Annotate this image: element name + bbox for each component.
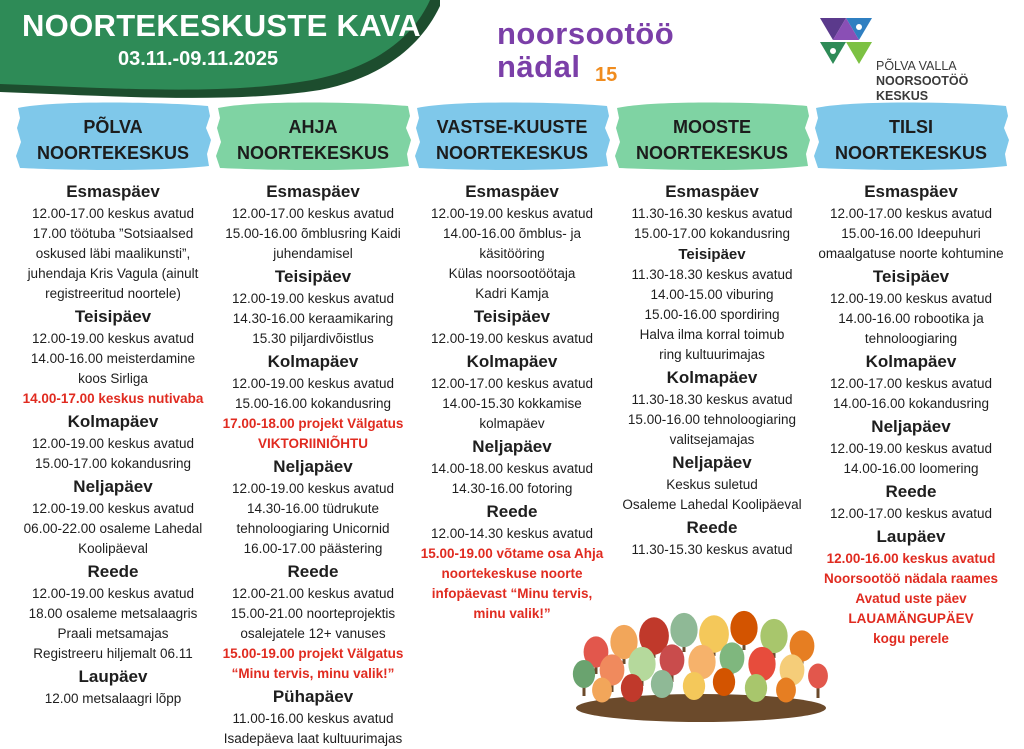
date-range: 03.11.-09.11.2025	[118, 48, 279, 70]
schedule-line: Külas noorsootöötaja	[448, 266, 576, 281]
schedule-line: tehnoloogiaring	[864, 331, 958, 346]
schedule-line: juhendaja Kris Vagula (ainult	[27, 266, 199, 281]
schedule-line: 11.30-18.30 keskus avatud	[631, 392, 793, 407]
schedule-line: 15.00-17.00 kokandusring	[34, 456, 192, 471]
schedule-line: 12.00-19.00 keskus avatud	[231, 376, 395, 391]
day-heading: Neljapäev	[273, 457, 353, 476]
schedule-line: 12.00-19.00 keskus avatud	[430, 331, 594, 346]
schedule-line: Praali metsamajas	[57, 626, 169, 641]
center-name-line2: NOORTEKESKUS	[36, 143, 189, 163]
center-name	[214, 114, 412, 166]
tree-crown	[592, 678, 612, 703]
center-name	[14, 114, 212, 166]
center-name-line2: NOORTEKESKUS	[834, 143, 987, 163]
day-heading: Teisipäev	[678, 246, 746, 263]
schedule-line: 16.00-17.00 päästering	[243, 541, 383, 556]
day-heading: Reede	[885, 482, 937, 501]
day-heading: Esmaspäev	[665, 182, 759, 201]
center-name	[812, 114, 1010, 166]
center-name-line1: PÕLVA	[83, 117, 143, 137]
schedule-line: 14.00-16.00 meisterdamine	[30, 351, 196, 366]
schedule-line: Halva ilma korral toimub	[639, 327, 785, 342]
day-heading: Teisipäev	[872, 267, 950, 286]
column-vastse-kuuste	[413, 98, 611, 624]
brand-line2: nädal	[497, 49, 581, 84]
day-heading: Reede	[486, 502, 538, 521]
schedule-line: oskused läbi maalikunsti”,	[35, 246, 191, 261]
column-header	[613, 98, 811, 172]
schedule-line: 12.00-19.00 keskus avatud	[31, 436, 195, 451]
center-name-line2: NOORTEKESKUS	[236, 143, 389, 163]
schedule-line: 11.00-16.00 keskus avatud	[232, 711, 394, 726]
schedule-line: 15.00-21.00 noorteprojektis	[230, 606, 396, 621]
schedule-line: 12.00 metsalaagri lõpp	[44, 691, 182, 706]
tree-crown	[573, 660, 595, 688]
schedule-line: 12.00-19.00 keskus avatud	[231, 481, 395, 496]
schedule-line: 12.00-19.00 keskus avatud	[231, 291, 395, 306]
highlighted-event: “Minu tervis, minu valik!”	[231, 666, 395, 681]
day-heading: Kolmapäev	[666, 368, 758, 387]
schedule-list	[14, 180, 212, 709]
day-heading: Laupäev	[876, 527, 946, 546]
schedule-list	[413, 180, 611, 624]
schedule-line: 11.30-16.30 keskus avatud	[631, 206, 793, 221]
highlighted-event: noortekeskuse noorte	[441, 566, 583, 581]
day-heading: Kolmapäev	[67, 412, 159, 431]
highlighted-event: kogu perele	[873, 631, 949, 646]
schedule-list	[214, 180, 412, 749]
schedule-line: 12.00-14.30 keskus avatud	[430, 526, 594, 541]
tree-crown	[683, 672, 705, 700]
day-heading: Pühapäev	[272, 687, 354, 706]
schedule-line: 15.30 piljardivõistlus	[252, 331, 374, 346]
title-banner	[0, 0, 440, 100]
org-name-line2: NOORSOOTÖÖ	[876, 74, 969, 88]
schedule-line: 12.00-19.00 keskus avatud	[430, 206, 594, 221]
column-ahja	[214, 98, 412, 749]
schedule-list	[613, 180, 811, 560]
day-heading: Neljapäev	[672, 453, 752, 472]
schedule-line: valitsejamajas	[669, 432, 755, 447]
brand-number: 15	[595, 64, 618, 86]
schedule-line: Osaleme Lahedal Koolipäeval	[622, 497, 802, 512]
schedule-line: kolmapäev	[479, 416, 545, 431]
center-name	[613, 114, 811, 166]
schedule-line: registreeritud noortele)	[45, 286, 181, 301]
center-name-line1: MOOSTE	[672, 117, 751, 137]
center-name-line1: TILSI	[889, 117, 933, 137]
day-heading: Neljapäev	[871, 417, 951, 436]
schedule-line: 12.00-17.00 keskus avatud	[231, 206, 395, 221]
schedule-line: 14.00-16.00 kokandusring	[832, 396, 990, 411]
highlighted-event: LAUAMÄNGUPÄEV	[848, 611, 974, 626]
schedule-line: 14.00-16.00 õmblus- ja	[442, 226, 582, 241]
day-heading: Teisipäev	[473, 307, 551, 326]
tree-crown	[776, 678, 796, 703]
center-name-line1: AHJA	[288, 117, 338, 137]
schedule-line: 12.00-17.00 keskus avatud	[31, 206, 195, 221]
day-heading: Esmaspäev	[266, 182, 360, 201]
schedule-line: omaalgatuse noorte kohtumine	[818, 246, 1004, 261]
schedule-line: 14.00-16.00 robootika ja	[838, 311, 984, 326]
center-name-line1: VASTSE-KUUSTE	[436, 117, 588, 137]
day-heading: Esmaspäev	[66, 182, 160, 201]
triangle-logo-icon	[818, 16, 874, 94]
schedule-line: 12.00-19.00 keskus avatud	[31, 501, 195, 516]
tree-crown	[730, 611, 757, 645]
highlighted-event: 15.00-19.00 võtame osa Ahja	[420, 546, 604, 561]
tree-crown	[670, 613, 697, 647]
day-heading: Reede	[686, 518, 738, 537]
org-name-line1: PÕLVA VALLA	[876, 59, 957, 73]
schedule-line: 15.00-16.00 tehnoloogiaring	[627, 412, 797, 427]
schedule-line: 17.00 töötuba ”Sotsiaalsed	[32, 226, 194, 241]
schedule-line: 14.30-16.00 tüdrukute	[246, 501, 380, 516]
tree-crown	[745, 674, 767, 702]
day-heading: Teisipäev	[274, 267, 352, 286]
column-tilsi	[812, 98, 1010, 649]
schedule-line: 06.00-22.00 osaleme Lahedal	[23, 521, 203, 536]
schedule-line: 15.00-16.00 spordiring	[644, 307, 780, 322]
schedule-line: 12.00-17.00 keskus avatud	[829, 206, 993, 221]
day-heading: Teisipäev	[74, 307, 152, 326]
schedule-line: 12.00-19.00 keskus avatud	[31, 331, 195, 346]
highlighted-event: infopäevast “Minu tervis,	[431, 586, 593, 601]
org-name-line3: KESKUS	[876, 89, 929, 103]
org-logo	[818, 16, 988, 103]
highlighted-event: Noorsootöö nädala raames	[823, 571, 999, 586]
tree-crown	[808, 664, 828, 689]
highlighted-event: minu valik!”	[473, 606, 551, 621]
schedule-line: 15.00-17.00 kokandusring	[633, 226, 791, 241]
column-header	[214, 98, 412, 172]
column-header	[812, 98, 1010, 172]
highlighted-event: 15.00-19.00 projekt Välgatus	[222, 646, 404, 661]
schedule-line: koos Sirliga	[78, 371, 148, 386]
autumn-forest-illustration	[566, 590, 836, 724]
schedule-line: 12.00-21.00 keskus avatud	[231, 586, 395, 601]
column-header	[413, 98, 611, 172]
schedule-line: 11.30-18.30 keskus avatud	[631, 267, 793, 282]
highlighted-event: 17.00-18.00 projekt Välgatus	[222, 416, 404, 431]
schedule-line: Keskus suletud	[666, 477, 758, 492]
center-name-line2: NOORTEKESKUS	[635, 143, 788, 163]
schedule-line: 12.00-17.00 keskus avatud	[829, 506, 993, 521]
schedule-line: Koolipäeval	[78, 541, 148, 556]
center-name-line2: NOORTEKESKUS	[435, 143, 588, 163]
schedule-line: 12.00-17.00 keskus avatud	[430, 376, 594, 391]
tree-crown	[651, 670, 673, 698]
schedule-line: 15.00-16.00 kokandusring	[234, 396, 392, 411]
schedule-line: tehnoloogiaring Unicornid	[236, 521, 390, 536]
noorsootoo-nadal-logo	[497, 16, 675, 86]
schedule-line: Kadri Kamja	[475, 286, 549, 301]
schedule-line: 11.30-15.30 keskus avatud	[631, 542, 793, 557]
day-heading: Kolmapäev	[466, 352, 558, 371]
day-heading: Reede	[287, 562, 339, 581]
day-heading: Kolmapäev	[267, 352, 359, 371]
schedule-line: 14.00-15.30 kokkamise	[442, 396, 582, 411]
schedule-list	[812, 180, 1010, 649]
schedule-line: ring kultuurimajas	[659, 347, 765, 362]
day-heading: Kolmapäev	[865, 352, 957, 371]
schedule-line: Isadepäeva laat kultuurimajas	[223, 731, 403, 746]
schedule-line: 15.00-16.00 Ideepuhuri	[841, 226, 981, 241]
column-mooste	[613, 98, 811, 560]
brand-line1: noorsootöö	[497, 16, 675, 51]
column-header	[14, 98, 212, 172]
day-heading: Neljapäev	[73, 477, 153, 496]
schedule-line: 14.00-16.00 loomering	[843, 461, 979, 476]
schedule-line: 18.00 osaleme metsalaagris	[28, 606, 198, 621]
day-heading: Reede	[87, 562, 139, 581]
tree-crown	[713, 668, 735, 696]
schedule-line: käsitööring	[479, 246, 545, 261]
schedule-line: osalejatele 12+ vanuses	[240, 626, 386, 641]
highlighted-event: 12.00-16.00 keskus avatud	[826, 551, 996, 566]
schedule-line: 12.00-19.00 keskus avatud	[31, 586, 195, 601]
page-title: NOORTEKESKUSTE KAVA	[22, 8, 421, 43]
schedule-line: juhendamisel	[273, 246, 353, 261]
highlighted-event: VIKTORIINIÕHTU	[257, 436, 368, 451]
tree-crown	[621, 674, 643, 702]
day-heading: Esmaspäev	[465, 182, 559, 201]
schedule-line: 12.00-17.00 keskus avatud	[829, 376, 993, 391]
schedule-line: 14.30-16.00 fotoring	[451, 481, 573, 496]
center-name	[413, 114, 611, 166]
column-polva	[14, 98, 212, 709]
schedule-line: 12.00-19.00 keskus avatud	[829, 441, 993, 456]
highlighted-event: Avatud uste päev	[855, 591, 967, 606]
day-heading: Esmaspäev	[864, 182, 958, 201]
schedule-line: 14.30-16.00 keraamikaring	[232, 311, 394, 326]
day-heading: Laupäev	[78, 667, 148, 686]
schedule-line: Registreeru hiljemalt 06.11	[33, 646, 193, 661]
schedule-line: 14.00-18.00 keskus avatud	[430, 461, 594, 476]
highlighted-event: 14.00-17.00 keskus nutivaba	[22, 391, 204, 406]
day-heading: Neljapäev	[472, 437, 552, 456]
schedule-line: 15.00-16.00 õmblusring Kaidi	[225, 226, 401, 241]
schedule-line: 14.00-15.00 viburing	[650, 287, 774, 302]
schedule-line: 12.00-19.00 keskus avatud	[829, 291, 993, 306]
